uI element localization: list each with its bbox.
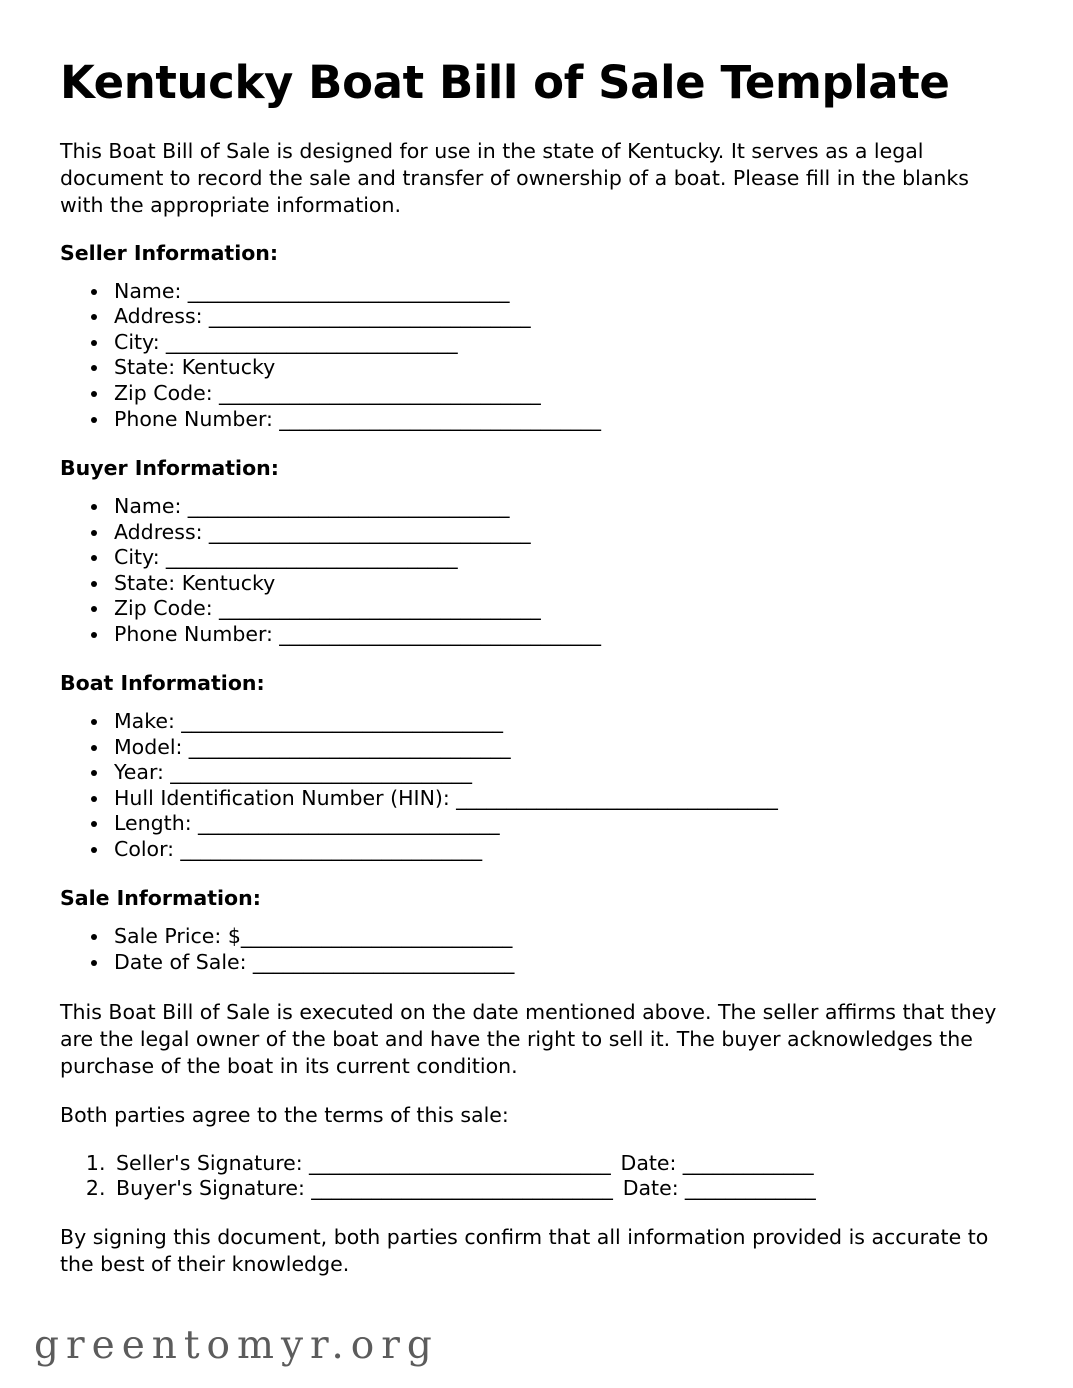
list-item [112,1176,1015,1202]
field-label: Color: [114,836,175,861]
list-item [110,571,1015,597]
list-item [110,304,1015,330]
signature-blank[interactable]: ______________________________ [304,1176,613,1201]
field-blank[interactable]: ________________________________ [202,519,531,544]
field-label: Make: [114,709,175,734]
list-item [110,494,1015,520]
field-label: Zip Code: [114,380,213,405]
field-blank[interactable]: ________________________________ [212,380,541,405]
field-blank[interactable]: _____________________________ [159,329,458,354]
sale-information-list [60,924,1015,975]
field-label: Hull Identification Number (HIN): [114,785,450,810]
boat-information-list [60,709,1015,862]
list-item [110,924,1015,950]
field-blank[interactable]: ________________________________ [182,734,511,759]
list-item [110,760,1015,786]
field-blank[interactable]: __________________________ [246,949,515,974]
field-blank[interactable]: ______________________________ [163,760,472,785]
field-label: Sale Price: $ [114,924,241,949]
field-label: State: [114,355,176,380]
date-blank[interactable]: _____________ [678,1176,816,1201]
date-blank[interactable]: _____________ [676,1150,814,1175]
field-blank[interactable]: _____________________________ [159,545,458,570]
field-label: Name: [114,278,182,303]
field-label: City: [114,545,160,570]
field-label: Date of Sale: [114,949,247,974]
list-item [110,735,1015,761]
field-value: Kentucky [175,355,276,380]
field-label: Phone Number: [114,406,273,431]
field-blank[interactable]: ___________________________ [240,924,513,949]
sale-information-heading: Sale Information: [60,886,261,911]
field-label: City: [114,329,160,354]
list-item [110,709,1015,735]
signature-blank[interactable]: ______________________________ [302,1150,611,1175]
list-item [110,786,1015,812]
list-item [110,381,1015,407]
field-blank[interactable]: ________________________________ [181,494,510,519]
list-item [110,520,1015,546]
signature-label: Buyer's Signature: [116,1176,305,1201]
page-title: Kentucky Boat Bill of Sale Template [60,56,950,109]
buyer-information-list [60,494,1015,647]
field-label: State: [114,570,176,595]
signature-list [60,1151,1015,1203]
list-item [112,1151,1015,1177]
attestation-paragraph: By signing this document, both parties confirm that all information provided is accurate to the best of their knowledge. [60,1225,989,1277]
field-blank[interactable]: ______________________________ [191,811,500,836]
field-label: Model: [114,734,183,759]
signature-label: Seller's Signature: [116,1150,303,1175]
buyer-information-heading: Buyer Information: [60,456,279,481]
field-label: Address: [114,519,203,544]
date-label: Date: [622,1176,679,1201]
field-blank[interactable]: ________________________________ [272,406,601,431]
list-item [110,355,1015,381]
seller-information-list [60,279,1015,432]
field-blank[interactable]: ________________________________ [449,785,778,810]
field-label: Zip Code: [114,596,213,621]
field-blank[interactable]: ________________________________ [212,596,541,621]
closing-paragraph: This Boat Bill of Sale is executed on the date mentioned above. The seller affirms that they are the legal owner of the boat and have the right to sell it. The buyer acknowledges the purchase of the boat in its current condition. [60,1000,997,1078]
field-blank[interactable]: ______________________________ [174,836,482,861]
field-blank[interactable]: ________________________________ [174,709,503,734]
field-label: Name: [114,494,182,519]
list-item [110,279,1015,305]
intro-paragraph: This Boat Bill of Sale is designed for use in the state of Kentucky. It serves as a legal document to record the sale and transfer of ownership of a boat. Please fill in the blanks with the appropriate information. [60,139,969,218]
list-item [110,407,1015,433]
list-item [110,330,1015,356]
list-item [110,545,1015,571]
list-item [110,811,1015,837]
field-blank[interactable]: ________________________________ [272,621,601,646]
seller-information-heading: Seller Information: [60,240,279,265]
list-item [110,950,1015,976]
field-label: Address: [114,304,203,329]
field-label: Phone Number: [114,621,273,646]
list-item [110,596,1015,622]
field-value: Kentucky [175,570,276,595]
field-label: Year: [114,760,164,785]
field-label: Length: [114,811,192,836]
field-blank[interactable]: ________________________________ [181,278,510,303]
date-label: Date: [620,1150,677,1175]
field-blank[interactable]: ________________________________ [202,304,531,329]
list-item [110,622,1015,648]
agreement-line: Both parties agree to the terms of this sale: [60,1102,509,1127]
boat-information-heading: Boat Information: [60,671,265,696]
site-watermark: greentomyr.org [34,1323,439,1368]
list-item [110,837,1015,863]
